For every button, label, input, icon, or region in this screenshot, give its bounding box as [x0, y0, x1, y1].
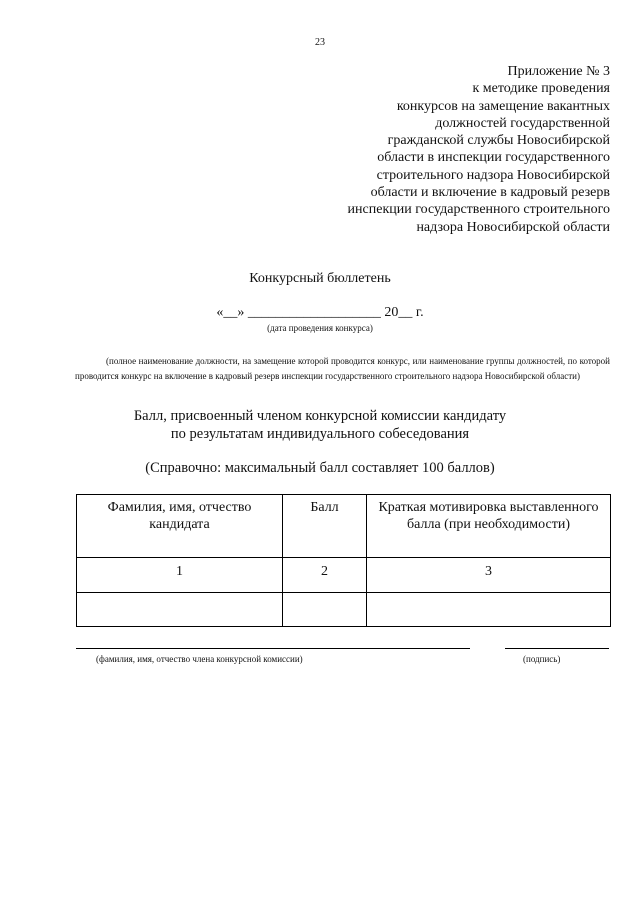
appendix-line: к методике проведения	[472, 81, 610, 97]
column-number: 3	[367, 558, 611, 593]
column-number: 2	[283, 558, 367, 593]
signature-line[interactable]	[505, 648, 609, 649]
header-candidate-name: Фамилия, имя, отчество кандидата	[77, 495, 283, 558]
member-name-caption: (фамилия, имя, отчество члена конкурсной комиссии)	[96, 654, 303, 664]
appendix-line: должностей государственной	[435, 115, 610, 131]
motivation-cell[interactable]	[367, 593, 611, 627]
candidate-name-cell[interactable]	[77, 593, 283, 627]
document-title: Конкурсный бюллетень	[249, 271, 391, 286]
page-number: 23	[315, 37, 325, 48]
appendix-line: области и включение в кадровый резерв	[370, 185, 610, 201]
appendix-line: области в инспекции государственного	[377, 150, 610, 166]
appendix-line: инспекции государственного строительного	[347, 202, 610, 218]
appendix-header	[310, 63, 610, 236]
score-cell[interactable]	[283, 593, 367, 627]
contest-date-caption: (дата проведения конкурса)	[267, 323, 373, 333]
signature-caption: (подпись)	[523, 654, 561, 664]
column-number: 1	[77, 558, 283, 593]
score-table	[76, 494, 611, 627]
score-heading-line: по результатам индивидуального собеседования	[170, 425, 470, 442]
table-numbering-row	[77, 558, 611, 593]
appendix-line: конкурсов на замещение вакантных	[396, 98, 610, 114]
header-motivation: Краткая мотивировка выставленного балла (при необходимости)	[367, 495, 611, 558]
member-name-line[interactable]	[76, 648, 470, 649]
header-score: Балл	[283, 495, 367, 558]
table-row	[77, 593, 611, 627]
appendix-line: строительного надзора Новосибирской	[376, 167, 610, 183]
appendix-line: Приложение № 3	[507, 64, 610, 79]
appendix-line: гражданской службы Новосибирской	[387, 133, 610, 149]
score-heading-line: Балл, присвоенный членом конкурсной комиссии кандидату	[133, 408, 507, 424]
score-heading	[0, 408, 640, 443]
position-caption: (полное наименование должности, на замещение которой проводится конкурс, или наименование группы должностей, по которой проводится конкурс на включение в кадровый резерв инспекции государственного строительного надзора Новосибирской области)	[75, 356, 610, 381]
appendix-line: надзора Новосибирской области	[416, 219, 610, 235]
contest-date-line: «__» ___________________ 20__ г.	[216, 305, 424, 320]
table-header-row	[77, 495, 611, 558]
max-score-reference: (Справочно: максимальный балл составляет 100 баллов)	[145, 460, 495, 476]
